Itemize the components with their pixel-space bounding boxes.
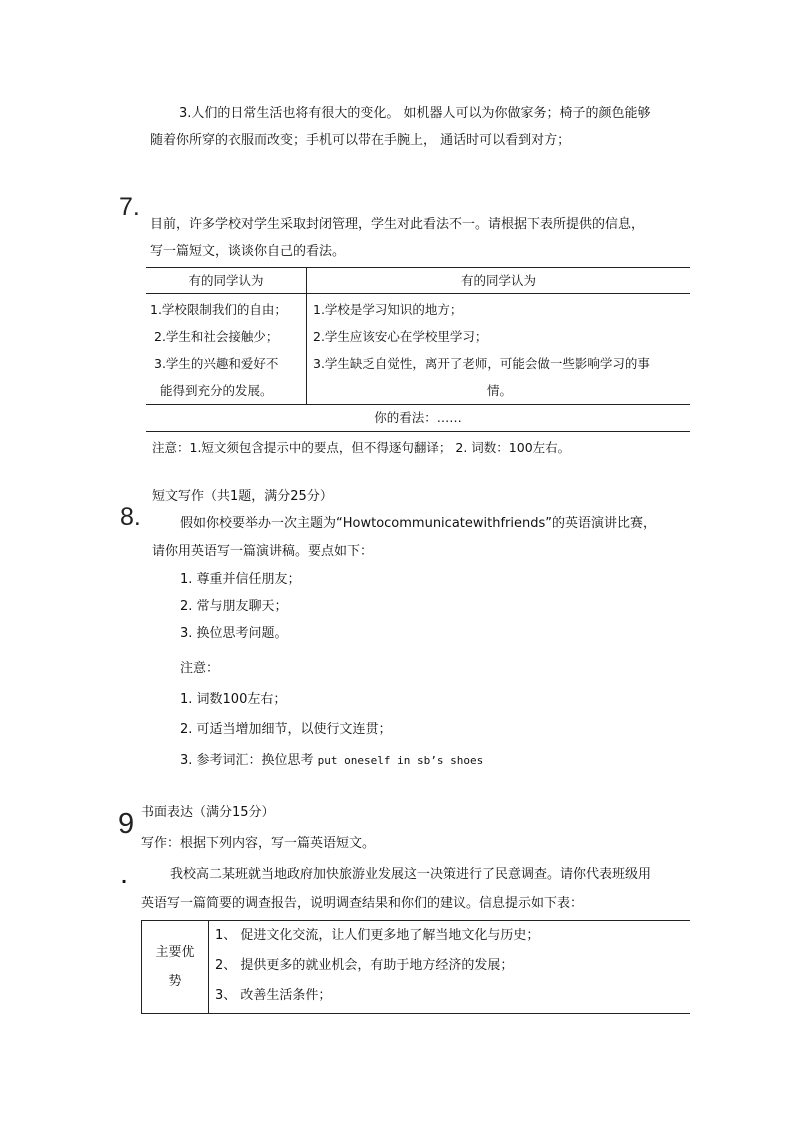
- q8-prompt-line-1: 假如你校要举办一次主题为“Howtocommunicatewithfriends”的英语演讲比赛，: [180, 516, 656, 531]
- q7-left-header: 有的同学认为: [146, 268, 307, 294]
- q9-advantages-table: [141, 920, 690, 1014]
- q8-note: 1. 词数100左右；: [180, 692, 287, 707]
- q9-heading: 书面表达（满分15分）: [141, 805, 275, 820]
- q7-left-item: 能得到充分的发展。: [160, 383, 273, 398]
- q8-prompt-line-2: 请你用英语写一篇演讲稿。要点如下：: [152, 544, 374, 559]
- q8-note-3-prefix: 3. 参考词汇：换位思考: [180, 753, 318, 768]
- q9-prompt-line-1: 我校高二某班就当地政府加快旅游业发展这一决策进行了民意调查。请你代表班级用: [170, 867, 652, 882]
- q9-prompt-line-2: 英语写一篇简要的调查报告，说明调查结果和你们的建议。信息提示如下表：: [141, 896, 584, 911]
- q7-left-cell: [146, 294, 307, 405]
- q8-note: 2. 可适当增加细节，以使行文连贯；: [180, 722, 392, 737]
- intro-line-1: 3.人们的日常生活也将有很大的变化。 如机器人可以为你做家务；椅子的颜色能够: [179, 106, 651, 121]
- q8-note-3-phrase: put oneself in sb’s shoes: [317, 754, 484, 767]
- q7-right-item: 2.学生应该安心在学校里学习；: [313, 329, 488, 344]
- question-9-number: 9: [118, 808, 135, 840]
- q7-right-cell: [307, 294, 691, 405]
- q8-point: 2. 常与朋友聊天；: [180, 599, 288, 614]
- q9-table-label-line: 势: [168, 974, 182, 989]
- q9-table-items: [209, 921, 691, 1014]
- q7-prompt-line-1: 目前，许多学校对学生采取封闭管理，学生对此看法不一。请根据下表所提供的信息，: [150, 217, 645, 232]
- q9-number-dot: .: [121, 868, 128, 887]
- q7-right-header: 有的同学认为: [307, 268, 691, 294]
- q9-table-label: [142, 921, 209, 1014]
- question-8-number: 8.: [120, 503, 141, 531]
- q7-right-item: 3.学生缺乏自觉性，离开了老师，可能会做一些影响学习的事: [313, 356, 650, 371]
- q7-left-item: 3.学生的兴趣和爱好不: [154, 356, 279, 371]
- q9-instruction: 写作：根据下列内容，写一篇英语短文。: [141, 836, 376, 851]
- q7-right-item: 1.学校是学习知识的地方；: [313, 302, 463, 317]
- q8-point: 3. 换位思考问题。: [180, 626, 288, 641]
- intro-line-2: 随着你所穿的衣服而改变；手机可以带在手腕上， 通话时可以看到对方；: [150, 133, 571, 148]
- q9-table-item: 1、 促进文化交流，让人们更多地了解当地文化与历史；: [215, 928, 540, 943]
- q8-heading: 短文写作（共1题，满分25分）: [152, 489, 333, 504]
- q7-left-item: 2.学生和社会接触少；: [154, 329, 279, 344]
- q7-prompt-line-2: 写一篇短文，谈谈你自己的看法。: [150, 244, 346, 259]
- q8-note-label: 注意：: [180, 661, 220, 676]
- q8-note-3: [180, 749, 483, 768]
- q7-opinion-table: [146, 267, 690, 432]
- q9-table-item: 2、 提供更多的就业机会，有助于地方经济的发展；: [215, 958, 514, 973]
- question-7-number: 7.: [119, 193, 140, 221]
- q7-left-item: 1.学校限制我们的自由；: [150, 302, 287, 317]
- q7-note: 注意：1.短文须包含提示中的要点，但不得逐句翻译； 2. 词数：100左右。: [152, 440, 571, 455]
- q7-right-item: 情。: [486, 383, 512, 398]
- q9-table-label-line: 主要优: [155, 945, 195, 960]
- q9-table-item: 3、 改善生活条件；: [215, 988, 332, 1003]
- q8-point: 1. 尊重并信任朋友；: [180, 572, 301, 587]
- q7-table-footer: 你的看法：……: [146, 405, 690, 432]
